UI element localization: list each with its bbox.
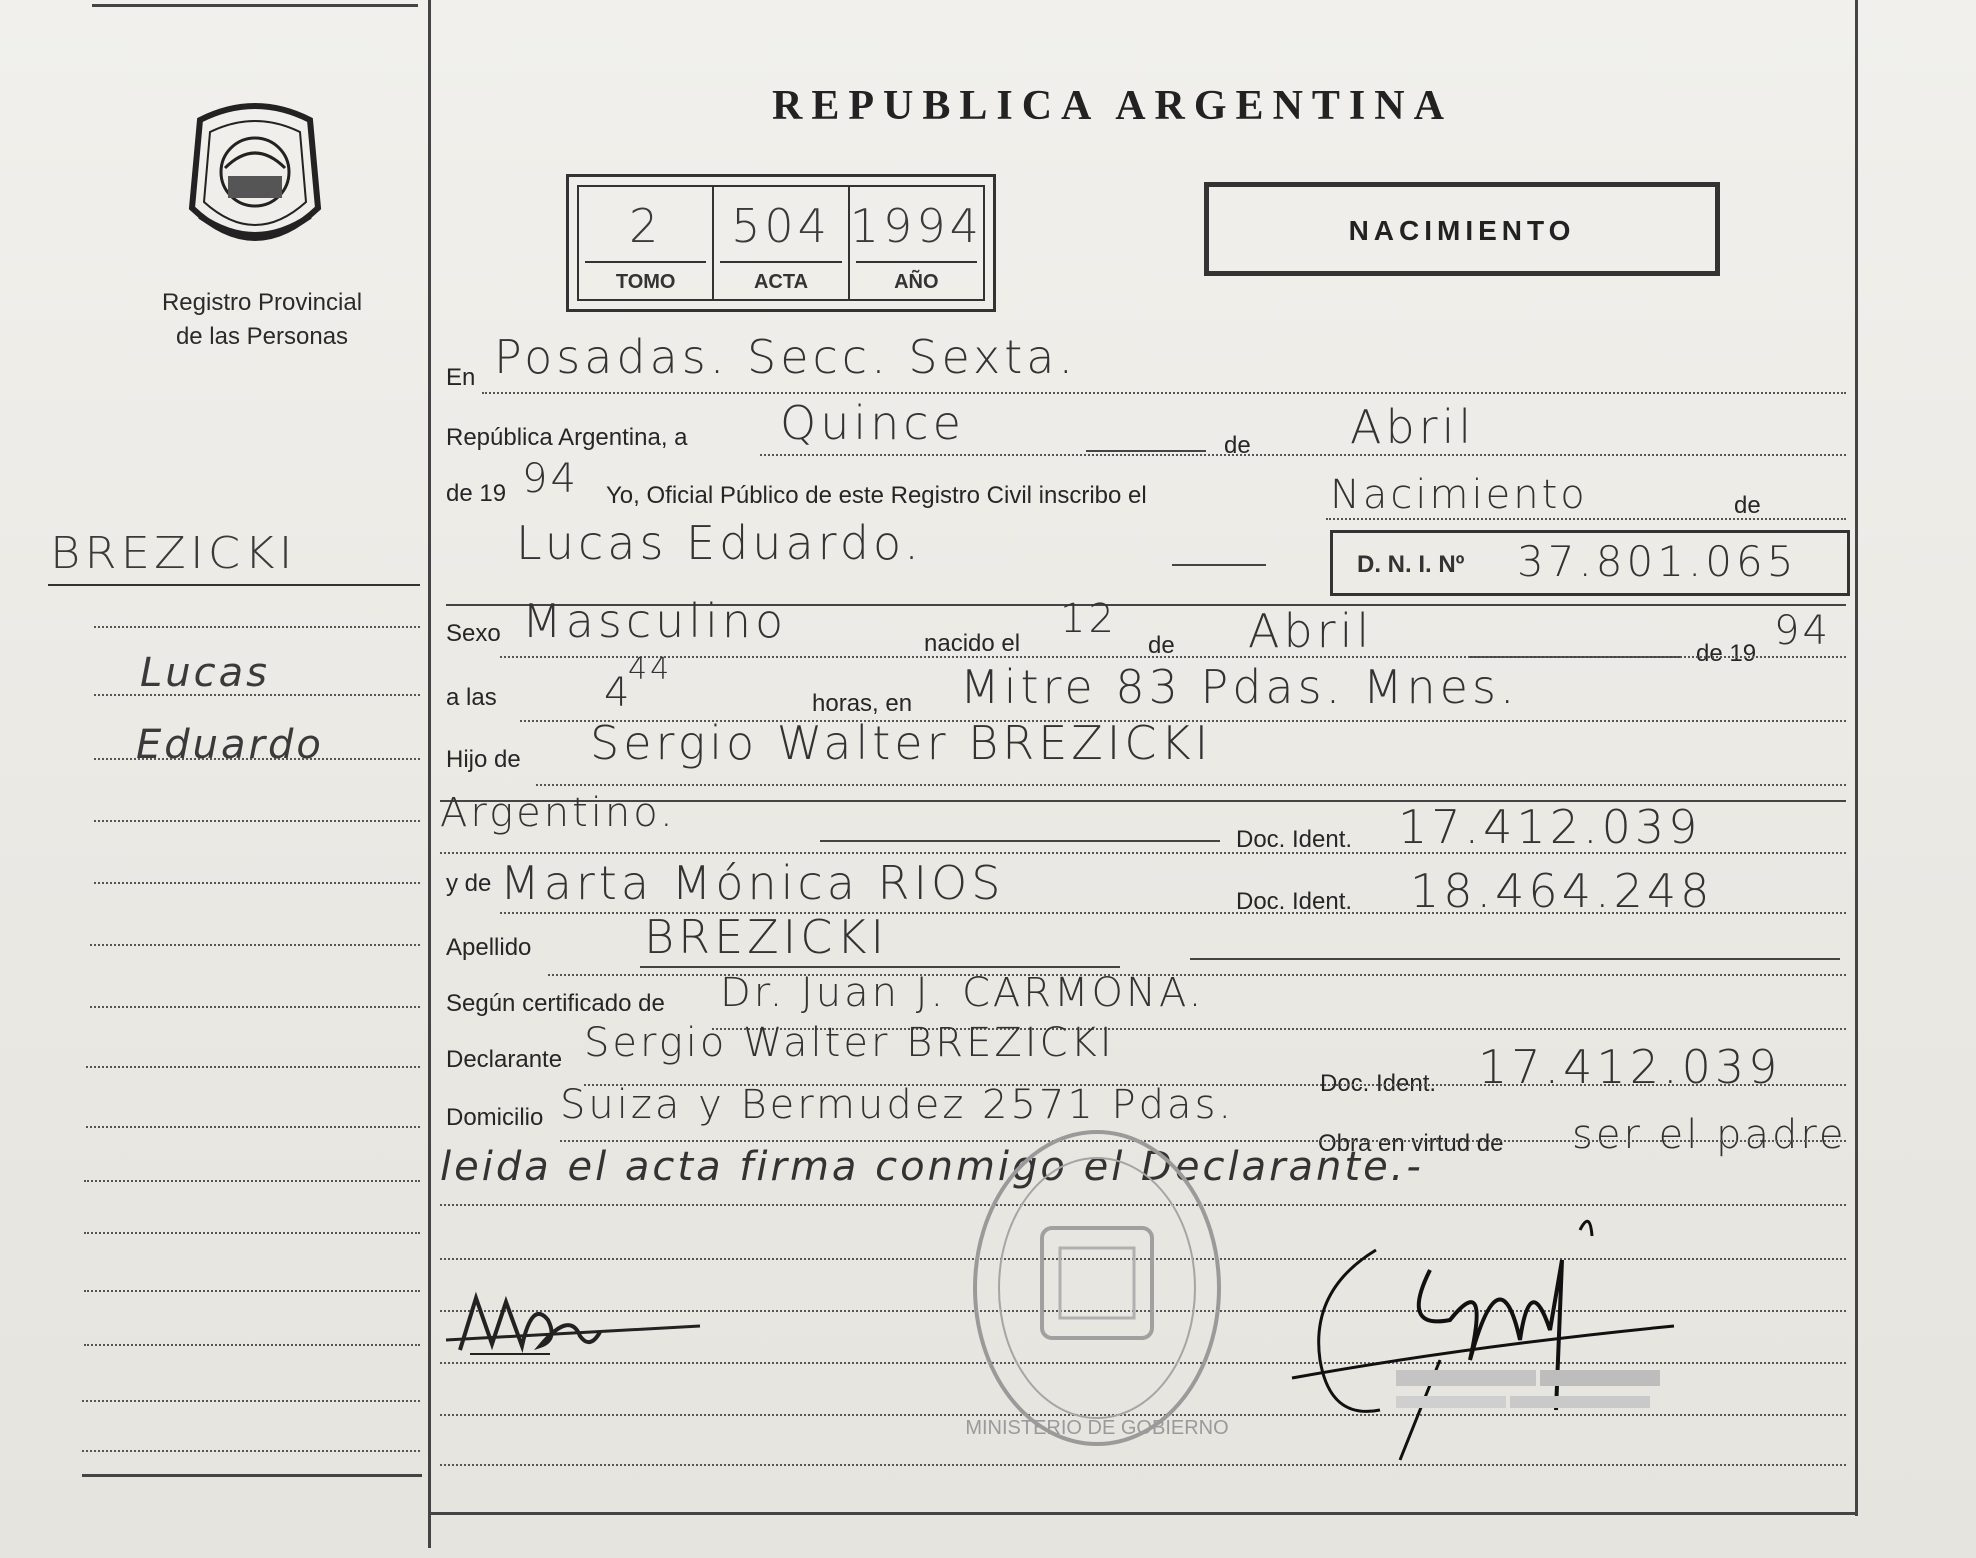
record-type: NACIMIENTO [1348, 215, 1576, 246]
father-value: Sergio Walter BREZICKI [590, 716, 1213, 770]
sexo-value: Masculino [522, 594, 788, 648]
birth-month-value: Abril [1248, 604, 1374, 658]
sidebar-dotted-line [94, 626, 420, 628]
acta-label: ACTA [753, 271, 809, 293]
day-words-value: Quince [780, 396, 965, 450]
apellido-underline [640, 966, 1120, 968]
declarante-doc-label: Doc. Ident. [1320, 1070, 1437, 1097]
sidebar-dotted-line [94, 820, 420, 822]
birth-minutes-value: 44 [628, 652, 673, 687]
sidebar-dotted-line [84, 1290, 420, 1292]
place-value: Posadas. Secc. Sexta. [494, 330, 1078, 384]
sidebar-dotted-line [86, 1066, 420, 1068]
mother-value: Marta Mónica RIOS [500, 856, 1005, 910]
obra-label: Obra en virtud de [1318, 1130, 1504, 1157]
nationality-line [820, 840, 1220, 842]
father-doc-label: Doc. Ident. [1236, 826, 1353, 853]
right-border [1855, 0, 1858, 1516]
sidebar-dotted-line [90, 944, 420, 946]
sidebar-dotted-line [84, 1180, 420, 1182]
declarante-value: Sergio Walter BREZICKI [584, 1020, 1115, 1066]
act-type-line [1326, 518, 1846, 520]
horas-label: horas, en [812, 690, 913, 717]
nacido-label: nacido el [924, 630, 1021, 657]
acta-value: 504 [731, 199, 831, 253]
provincial-seal-icon [180, 98, 330, 260]
record-number-box [566, 174, 996, 312]
left-signature [440, 1280, 710, 1370]
mother-doc-label: Doc. Ident. [1236, 888, 1353, 915]
sidebar-dotted-line [82, 1400, 420, 1402]
tomo-label: TOMO [615, 271, 676, 293]
declarante-doc-value: 17.412.039 [1478, 1040, 1782, 1094]
domicilio-value: Suiza y Bermudez 2571 Pdas. [560, 1082, 1235, 1128]
obra-value: ser el padre [1572, 1112, 1847, 1158]
mother-doc-value: 18.464.248 [1410, 864, 1714, 918]
place-line [482, 392, 1846, 394]
certificado-label: Según certificado de [446, 990, 665, 1017]
left-bottom-rule [82, 1474, 422, 1477]
sidebar-surname: BREZICKI [50, 528, 297, 579]
declarante-label: Declarante [446, 1046, 563, 1073]
sidebar-dotted-line [94, 694, 420, 696]
y-de-label: y de [446, 870, 492, 897]
left-column-divider [428, 0, 431, 1548]
acta-cell [714, 187, 849, 299]
de-label-3: de [1148, 632, 1175, 659]
sidebar-first-name-1: Lucas [140, 650, 270, 696]
registry-name [120, 286, 404, 354]
birth-place-value: Mitre 83 Pdas. Mnes. [960, 660, 1519, 714]
apellido-label: Apellido [446, 934, 532, 961]
day-line [1086, 450, 1206, 452]
sidebar-first-name-2: Eduardo [136, 722, 324, 768]
birth-date-line [500, 656, 1846, 658]
faded-name-stamp [1390, 1362, 1670, 1432]
yo-text: Yo, Oficial Público de este Registro Civil inscribo el [606, 482, 1147, 509]
en-label: En [446, 364, 476, 391]
anio-cell [850, 187, 983, 299]
father-doc-value: 17.412.039 [1398, 800, 1702, 854]
official-stamp-icon [962, 1118, 1232, 1458]
birth-hour-value: 4 [604, 670, 633, 716]
dni-label: D. N. I. Nº [1357, 551, 1465, 578]
registry-line-2: de las Personas [175, 323, 349, 350]
year-suffix-value: 94 [522, 456, 579, 502]
child-name-line [1172, 564, 1266, 566]
sexo-label: Sexo [446, 620, 501, 647]
sidebar-dotted-line [90, 1006, 420, 1008]
date-line [760, 454, 1846, 456]
sidebar-dotted-line [82, 1450, 420, 1452]
record-type-box [1204, 182, 1720, 276]
republica-label: República Argentina, a [446, 424, 688, 451]
sidebar-dotted-line [86, 1126, 420, 1128]
birth-day-value: 12 [1060, 596, 1117, 642]
father-line [536, 784, 1846, 786]
remarks-value: leida el acta firma conmigo el Declarante.- [440, 1144, 1424, 1190]
official-signature [1290, 1210, 1690, 1490]
left-top-rule [92, 4, 418, 7]
de-label: de [1224, 432, 1251, 459]
father-nationality-value: Argentino. [440, 790, 676, 836]
tomo-value: 2 [629, 199, 663, 253]
child-name-value: Lucas Eduardo. [516, 516, 923, 570]
tomo-cell [579, 187, 714, 299]
a-las-label: a las [446, 684, 497, 711]
birth-year-suffix: 94 [1774, 608, 1831, 654]
stamp-text: MINISTERIO DE GOBIERNO [965, 1417, 1229, 1439]
doctor-value: Dr. Juan J. CARMONA. [720, 970, 1205, 1016]
sidebar-dotted-line [84, 1344, 420, 1346]
sidebar-dotted-line [94, 882, 420, 884]
bottom-border [428, 1512, 1858, 1515]
sidebar-surname-underline [48, 584, 420, 586]
father-doc-line [440, 852, 1846, 854]
hijo-label: Hijo de [446, 746, 521, 773]
registry-line-1: Registro Provincial [161, 289, 363, 316]
year-prefix-label: de 19 [446, 480, 507, 507]
apellido-value: BREZICKI [644, 910, 889, 964]
birth-year-prefix: de 19 [1696, 640, 1757, 667]
act-type-value: Nacimiento [1330, 472, 1588, 518]
page-title: REPUBLICA ARGENTINA [772, 83, 1453, 129]
anio-value: 1994 [849, 199, 983, 253]
domicilio-label: Domicilio [446, 1104, 544, 1131]
dni-value: 37.801.065 [1517, 537, 1798, 586]
sidebar-dotted-line [84, 1232, 420, 1234]
anio-label: AÑO [894, 271, 939, 293]
month-words-value: Abril [1350, 400, 1476, 454]
dni-box [1330, 530, 1850, 596]
sidebar-dotted-line [94, 758, 420, 760]
apellido-fill-line [1190, 958, 1840, 960]
de-label-2: de [1734, 492, 1761, 519]
